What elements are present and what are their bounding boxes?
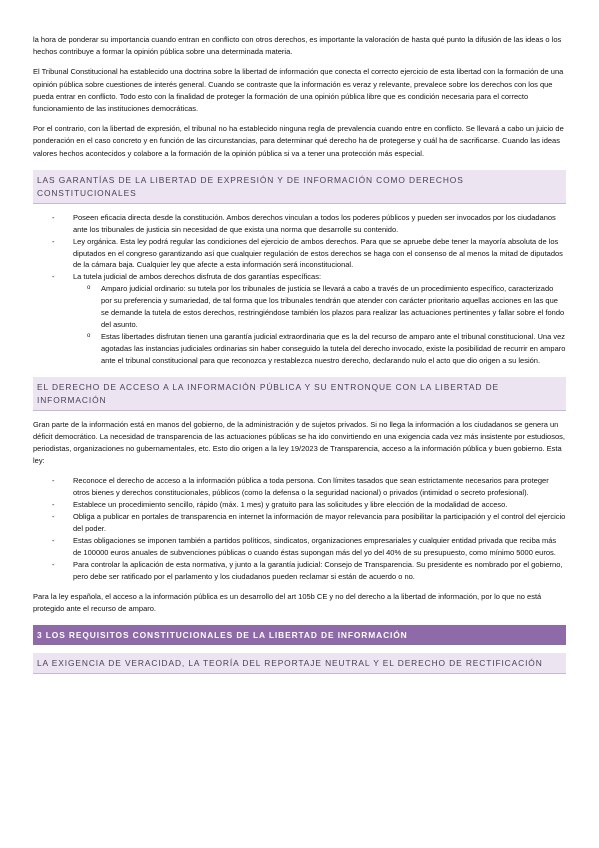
list-item <box>52 535 566 559</box>
sub-list-item-text: Amparo judicial ordinario: su tutela por los tribunales de justicia se llevará a cabo a través de un procedimiento específico, caracterizado por su preferencia y sumariedad, de tal forma que los tribunales tendrán que atender con carácter prioritario aquellas acciones en las que se demande la tutela de estos derechos, restringiéndose también los plazos para realizar las actuaciones pertinentes y fallar sobre el fondo del asunto. <box>101 284 565 329</box>
list-item-text: La tutela judicial de ambos derechos disfruta de dos garantías específicas: <box>73 272 322 282</box>
list-item-text: Para controlar la aplicación de esta normativa, y junto a la garantía judicial: Consejo de Transparencia. Su presidente es nombrado por el gobierno, pero debe ser ratificado por el parlamento y los ciudadanos pueden reclamar si están de acuerdo o no. <box>73 559 563 581</box>
section-heading-veracidad: LA EXIGENCIA DE VERACIDAD, LA TEORÍA DEL REPORTAJE NEUTRAL Y EL DERECHO DE RECTIFICACIÓN <box>33 653 566 674</box>
acceso-paragraph: Gran parte de la información está en manos del gobierno, de la administración y de sujetos privados. Si no llega la información a los ciudadanos se genera un déficit democrático. La necesidad de transparencia de las actuaciones públicas se ha ido convirtiendo en una exigencia cada vez más insistente por estudiosos, periodistas, organizaciones no gubernamentales, etc. Esto dio origen a la ley 19/2023 de Transparencia, acceso a la información pública y buen gobierno. Esta ley: <box>33 419 565 466</box>
intro-paragraph-3: Por el contrario, con la libertad de expresión, el tribunal no ha establecido ninguna regla de prevalencia cuando entre en conflicto. Se llevará a cabo un juicio de ponderación en el caso concreto y en función de las circunstancias, para determinar qué derecho ha de protegerse y cuál ha de sacrificarse. Cuando las ideas valores hechos acontecidos y colabore a la formación de la opinión pública si va a tener una protección más especial. <box>33 124 564 158</box>
garantias-list <box>33 212 566 367</box>
section-heading-garantias: LAS GARANTÍAS DE LA LIBERTAD DE EXPRESIÓN Y DE INFORMACIÓN COMO DERECHOS CONSTITUCIONALES <box>33 170 566 204</box>
dash-bullet: - <box>52 559 55 569</box>
list-item <box>52 511 566 535</box>
circle-bullet: o <box>87 285 91 292</box>
dash-bullet: - <box>52 500 55 510</box>
intro-paragraph-2: El Tribunal Constitucional ha establecido una doctrina sobre la libertad de información que conecta el correcto ejercicio de esta libertad con la formación de una opinión pública sobre cuestiones de interés general. Cuando se contraste que la información es veraz y relevante, prevalece sobre los derechos con los que pueda entrar en conflicto. Todo esto con la finalidad de proteger la formación de una opinión pública libre que es condición necesaria para el correcto funcionamiento de las instituciones democráticas. <box>33 67 564 114</box>
list-item-text: Reconoce el derecho de acceso a la información pública a toda persona. Con límites tasados que sean estrictamente necesarios para proteger otros bienes y derechos constitucionales, públicos (como la defensa o la seguridad nacional) o privados (intimidad o secreto profesional). <box>73 476 549 498</box>
list-item <box>52 475 566 499</box>
list-item <box>52 271 566 366</box>
dash-bullet: - <box>52 512 55 522</box>
list-item-text: Poseen eficacia directa desde la constitución. Ambos derechos vinculan a todos los poderes públicos y pueden ser invocados por los ciudadanos ante los tribunales de justicia sin necesidad de que exista una norma que desarrolle su contenido. <box>73 212 556 234</box>
sub-list-item <box>87 283 566 331</box>
list-item-text: Estas obligaciones se imponen también a partidos políticos, sindicatos, organizaciones empresariales y cualquier entidad privada que reciba más de 100000 euros anuales de subvenciones públicas o cuando éstas supongan más del yo del 40% de su presupuesto, como mínimo 5000 euros. <box>73 535 557 557</box>
list-item-text: Establece un procedimiento sencillo, rápido (máx. 1 mes) y gratuito para las solicitudes y libre elección de la modalidad de acceso. <box>73 500 508 510</box>
section-heading-acceso-informacion: EL DERECHO DE ACCESO A LA INFORMACIÓN PÚBLICA Y SU ENTRONQUE CON LA LIBERTAD DE INFORMACIÓN <box>33 377 566 411</box>
list-item-text: Ley orgánica. Esta ley podrá regular las condiciones del ejercicio de ambos derechos. Para que se apruebe debe tener la mayoría absoluta de los diputados en el congreso garantizando así que cualquier regulación de estos derechos se haga con el consenso de al menos la mitad de diputados de la cámara baja. Cualquier ley que afecte a esta información será inconstitucional. <box>73 236 563 270</box>
ley-transparencia-list <box>33 475 566 582</box>
list-item <box>52 499 566 511</box>
section-heading-requisitos: 3 LOS REQUISITOS CONSTITUCIONALES DE LA LIBERTAD DE INFORMACIÓN <box>33 625 566 645</box>
circle-bullet: o <box>87 332 91 339</box>
list-item-text: Obliga a publicar en portales de transparencia en internet la información de mayor relevancia para posibilitar la participación y el control del ejercicio del poder. <box>73 512 566 534</box>
sub-list-item-text: Estas libertades disfrutan tienen una garantía judicial extraordinaria que es la del recurso de amparo ante el tribunal constitucional. Una vez agotadas las instancias judiciales ordinarias sin haber conseguido la tutela del derecho invocado, existe la posibilidad de recurrir en amparo ante el tribunal constitucional para que reconozca y restablezca nuestro derecho, declarando nulo el acto que dio origen a su lesión. <box>101 331 566 365</box>
acceso-closing-paragraph: Para la ley española, el acceso a la información pública es un desarrollo del art 105b CE y no del derecho a la libertad de información, por lo que no está protegido ante el recurso de amparo. <box>33 591 542 613</box>
dash-bullet: - <box>52 236 55 246</box>
dash-bullet: - <box>52 476 55 486</box>
list-item <box>52 212 566 236</box>
intro-paragraph-1: la hora de ponderar su importancia cuando entran en conflicto con otros derechos, es importante la valoración de hasta qué punto la difusión de las ideas o los hechos contribuye a formar la opinión pública sobre una determinada materia. <box>33 35 562 57</box>
sub-list <box>73 283 566 366</box>
dash-bullet: - <box>52 535 55 545</box>
list-item <box>52 236 566 272</box>
dash-bullet: - <box>52 212 55 222</box>
sub-list-item <box>87 331 566 367</box>
list-item <box>52 559 566 583</box>
dash-bullet: - <box>52 272 55 282</box>
